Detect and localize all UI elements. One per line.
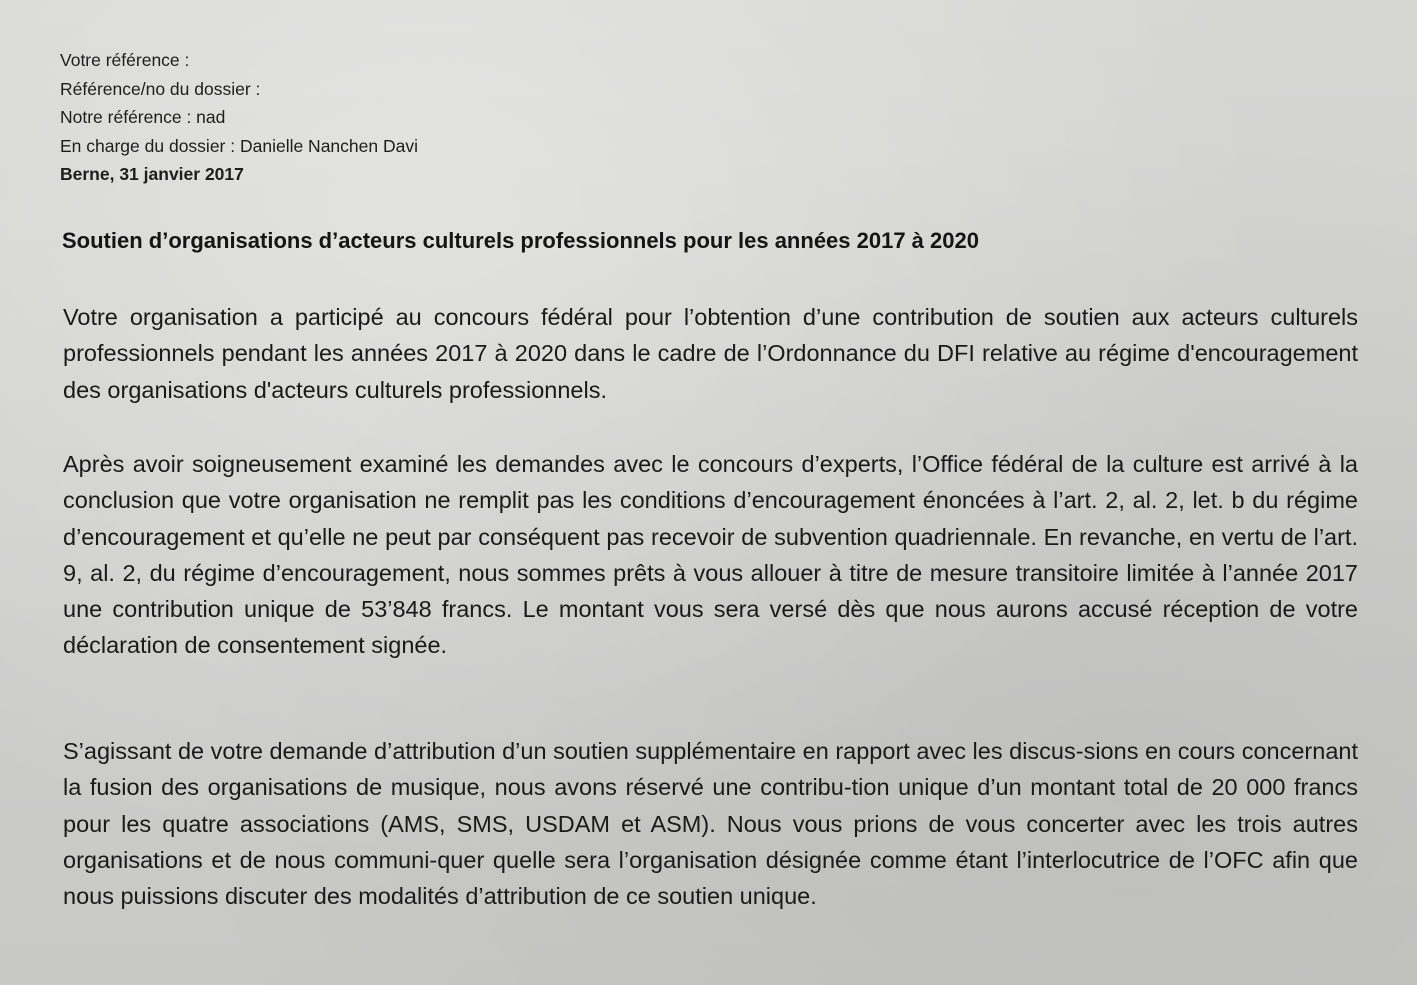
en-charge-du-dossier: En charge du dossier : Danielle Nanchen Davi [60, 135, 418, 156]
letter-subject: Soutien d’organisations d’acteurs culturels professionnels pour les années 2017 à 2020 [62, 228, 979, 253]
paragraph-1: Votre organisation a participé au concours fédéral pour l’obtention d’une contribution de soutien aux acteurs culturels professionnels pendant les années 2017 à 2020 dans le cadre de l’Ordonnance du DFI relative au régime d'encouragement des organisations d'acteurs culturels professionnels. [63, 304, 1358, 403]
reference-block [60, 46, 418, 189]
paragraph-3: S’agissant de votre demande d’attribution d’un soutien supplémentaire en rapport avec les discus-sions en cours concernant la fusion des organisations de musique, nous avons réservé une contribu-tion unique d’un montant total de 20 000 francs pour les quatre associations (AMS, SMS, USDAM et ASM). Nous vous prions de vous concerter avec les trois autres organisations et de nous communi-quer quelle sera l’organisation désignée comme étant l’interlocutrice de l’OFC afin que nous puissions discuter des modalités d’attribution de ce soutien unique. [63, 738, 1358, 910]
notre-reference: Notre référence : nad [60, 107, 226, 127]
votre-reference: Votre référence : [60, 50, 190, 70]
reference-dossier: Référence/no du dossier : [60, 78, 261, 99]
letter-date: Berne, 31 janvier 2017 [60, 164, 244, 184]
paragraph-2: Après avoir soigneusement examiné les demandes avec le concours d’experts, l’Office fédéral de la culture est arrivé à la conclusion que votre organisation ne remplit pas les conditions d’encouragement énoncées à l’art. 2, al. 2, let. b du régime d’encouragement et qu’elle ne peut par conséquent pas recevoir de subvention quadriennale. En revanche, en vertu de l’art. 9, al. 2, du régime d’encouragement, nous sommes prêts à vous allouer à titre de mesure transitoire limitée à l’année 2017 une contribution unique de 53’848 francs. Le montant vous sera versé dès que nous aurons accusé réception de votre déclaration de consentement signée. [63, 451, 1358, 659]
